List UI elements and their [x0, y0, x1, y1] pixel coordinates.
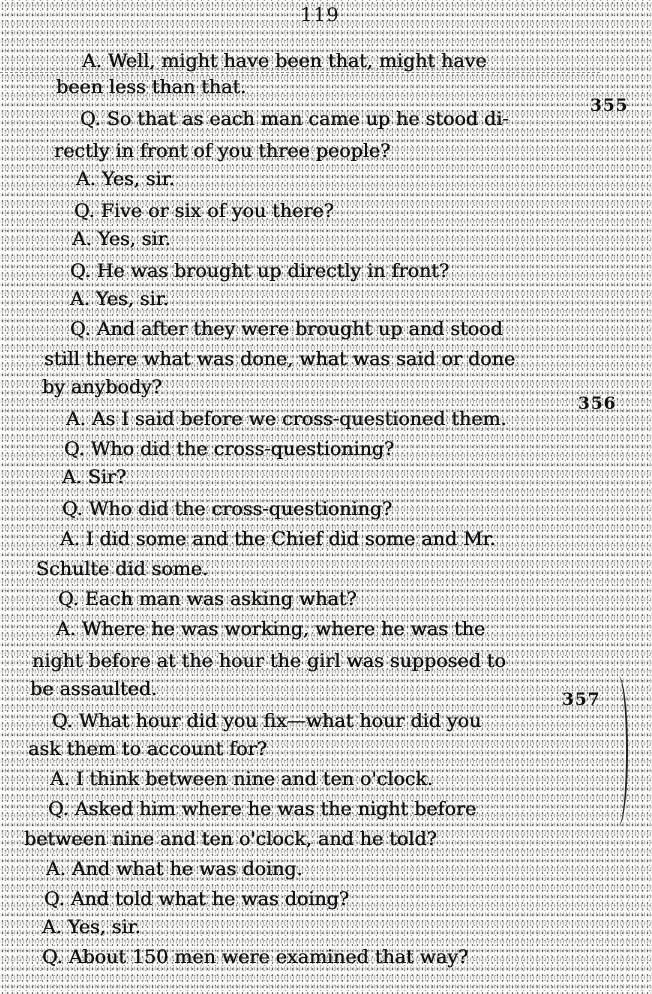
text-line: Q. Five or six of you there? [74, 200, 334, 222]
text-line: A. I did some and the Chief did some and Mr. [60, 528, 496, 550]
text-line: by anybody? [42, 376, 162, 398]
text-line: Q. So that as each man came up he stood di- [80, 108, 509, 130]
text-line: Q. Who did the cross-questioning? [62, 498, 393, 520]
text-line: A. Yes, sir. [70, 288, 169, 310]
text-line: A. Sir? [62, 466, 127, 488]
text-line: Q. And told what he was doing? [44, 888, 349, 910]
text-line: A. Yes, sir. [72, 228, 171, 250]
text-line: Q. And after they were brought up and stood [70, 318, 503, 340]
text-line: Q. What hour did you fix—what hour did you [52, 710, 482, 732]
text-line: A. I think between nine and ten o'clock. [50, 768, 433, 790]
text-line: Q. Asked him where he was the night before [48, 798, 477, 820]
text-line: A. Yes, sir. [42, 916, 141, 938]
margin-number-355: 355 [590, 96, 629, 116]
text-line: A. And what he was doing. [46, 858, 303, 880]
margin-number-357: 357 [562, 690, 601, 710]
margin-number-356: 356 [578, 394, 617, 414]
text-line: Q. He was brought up directly in front? [70, 260, 450, 282]
header-rule [0, 72, 600, 73]
text-line: Q. Who did the cross-questioning? [64, 438, 395, 460]
text-line: Schulte did some. [36, 558, 209, 580]
text-line: A. Well, might have been that, might have [82, 50, 487, 72]
text-line: A. Where he was working, where he was the [56, 618, 486, 640]
text-line: Q. About 150 men were examined that way? [42, 946, 469, 968]
text-line: A. Yes, sir. [76, 168, 175, 190]
text-line: be assaulted. [30, 678, 157, 700]
text-line: still there what was done, what was said or done [44, 348, 516, 370]
text-line: rectly in front of you three people? [54, 140, 391, 162]
text-line: Q. Each man was asking what? [58, 588, 357, 610]
margin-bracket [612, 676, 628, 826]
text-line: A. As I said before we cross-questioned them. [66, 408, 507, 430]
text-line: night before at the hour the girl was supposed to [32, 650, 506, 672]
text-line: between nine and ten o'clock, and he told? [24, 828, 437, 850]
text-line: been less than that. [56, 76, 247, 98]
text-line: ask them to account for? [28, 738, 267, 760]
page-number: 119 [300, 4, 340, 26]
